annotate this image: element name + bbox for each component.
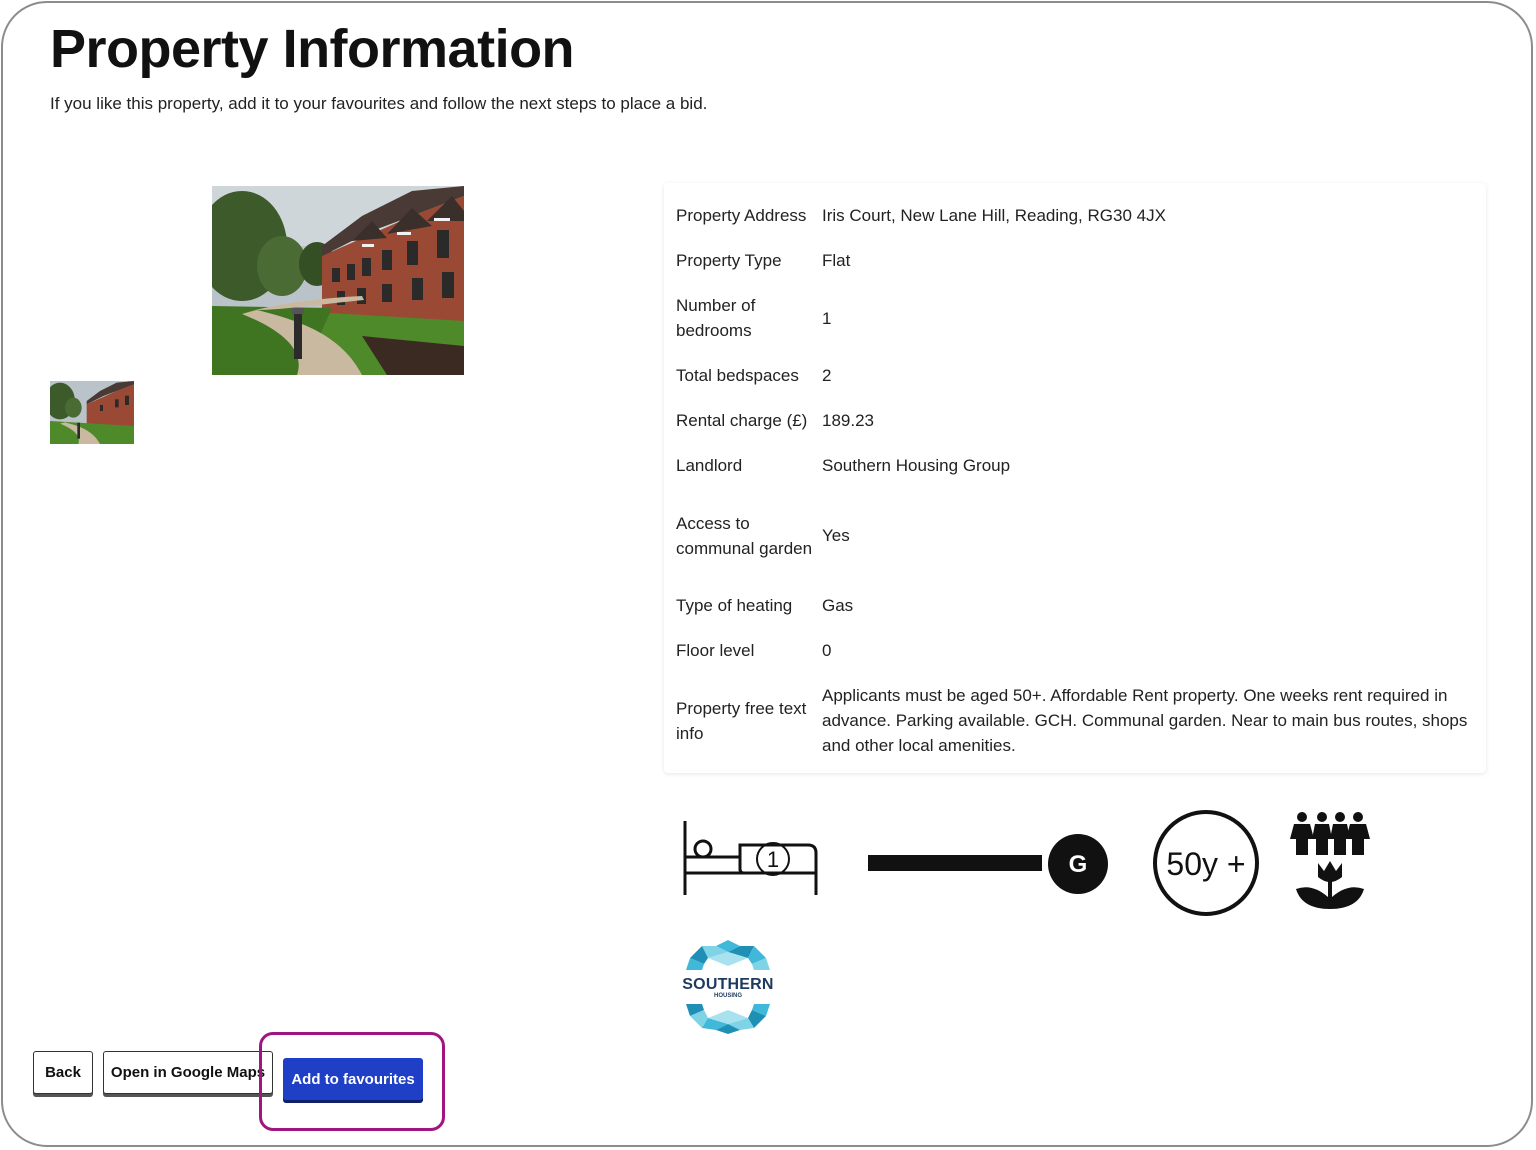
detail-label: Access to communal garden [676,513,813,558]
detail-value: 1 [822,308,832,328]
detail-row-bedrooms [676,293,1468,363]
age-restriction-label: 50y + [1166,846,1246,882]
detail-row-floor [676,638,1468,683]
bedroom-count: 1 [766,847,780,872]
energy-rating-icon [866,831,1110,897]
detail-row-garden [676,498,1468,593]
property-photo-main [212,186,464,375]
detail-label: Number of bedrooms [676,296,756,340]
property-thumbnail-image [50,381,134,444]
detail-label: Rental charge (£) [676,411,808,430]
property-photo-thumbnail[interactable] [50,381,134,444]
detail-row-address [676,203,1468,248]
detail-label: Total bedspaces [676,366,799,385]
detail-row-type [676,248,1468,293]
open-google-maps-button[interactable]: Open in Google Maps [103,1051,273,1094]
detail-value: Iris Court, New Lane Hill, Reading, RG30 4JX [822,206,1166,225]
community-garden-icon [1288,811,1372,911]
detail-value: Yes [822,526,850,545]
property-details-card [664,183,1486,773]
logo-subtext: HOUSING [713,993,742,999]
bed-icon [680,817,820,897]
detail-row-rent [676,408,1468,453]
detail-row-landlord [676,453,1468,498]
property-details-table [676,203,1468,778]
detail-row-heating [676,593,1468,638]
detail-label: Property Address [676,206,807,225]
detail-value: 2 [822,366,832,385]
detail-label: Type of heating [676,596,793,615]
add-to-favourites-button[interactable]: Add to favourites [283,1058,423,1100]
detail-label: Landlord [676,456,743,475]
southern-housing-logo [682,938,774,1034]
page-subtitle: If you like this property, add it to your favourites and follow the next steps to place a bid. [50,94,708,113]
detail-label: Property free text info [676,698,807,743]
detail-value: Flat [822,251,851,270]
detail-label: Floor level [676,641,755,660]
detail-label: Property Type [676,251,782,270]
age-restriction-icon [1152,809,1260,917]
logo-wordmark: SOUTHERN [682,976,774,993]
energy-rating-letter: G [1068,851,1088,878]
detail-value: Southern Housing Group [822,456,1011,475]
detail-value: Applicants must be aged 50+. Affordable Rent property. One weeks rent required in advance. Parking available. GCH. Communal garden. Near to main bus routes, shops and other local amenities. [822,686,1468,755]
page-title: Property Information [50,19,575,79]
detail-row-bedspaces [676,363,1468,408]
detail-value: 0 [822,641,832,660]
feature-icons-row [680,805,1400,925]
property-photo-image [212,186,464,375]
detail-row-free-text [676,683,1468,778]
back-button[interactable]: Back [33,1051,93,1094]
detail-value: Gas [822,596,854,615]
detail-value: 189.23 [822,411,874,430]
